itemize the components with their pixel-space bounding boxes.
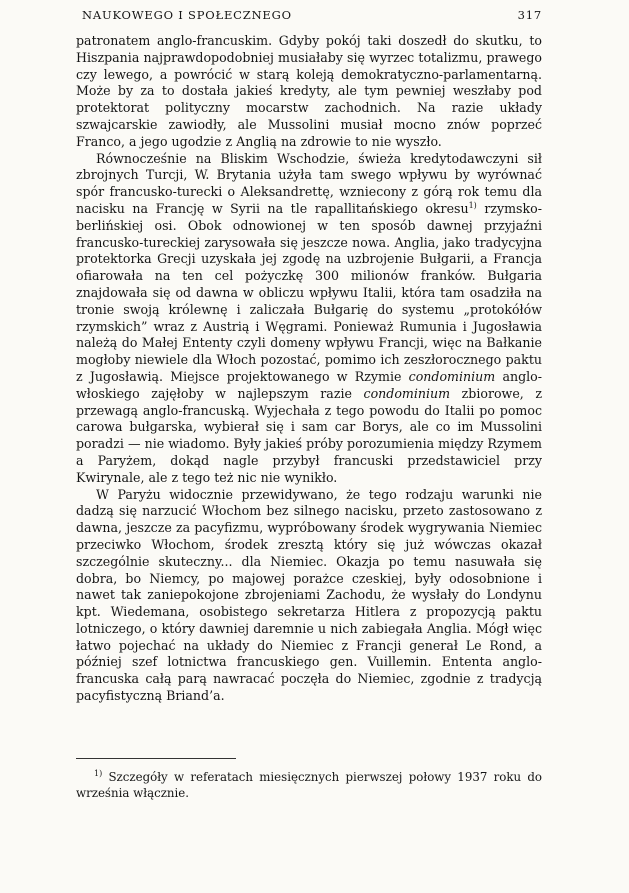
footnote-divider	[76, 758, 236, 759]
main-text	[76, 33, 542, 705]
paragraph-2	[76, 151, 542, 487]
paragraph-2-part-b: rzymsko-berlińskiej osi. Obok odnowionej w ten sposób dawnej przyjaźni francusko-tureckiej zarysowała się jeszcze nowa. Anglia, jako tradycyjna protektorka Grecji uzyskała jej zgodę na uzbrojenie Bułgarii, a Francja ofiarowała na ten cel pożyczkę 300 milionów franków. Bułgaria znajdowała się od dawna w obliczu wpływu Italii, która tam osadziła na tronie swoją królewnę i zaliczała Bułgarię do systemu „protokółów rzymskich” wraz z Austrią i Węgrami. Ponieważ Rumunia i Jugosławia należą do Małej Ententy czyli domeny wpływu Francji, więc na Bałkanie mogłoby niewiele dla Włoch pozostać, pomimo ich zeszłorocznego paktu z Jugosławią. Miejsce projektowanego w Rzymie	[76, 200, 542, 384]
paragraph-2-part-a: Równocześnie na Bliskim Wschodzie, świeża kredytodawczyni sił zbrojnych Turcji, W. Brytania użyła tam swego wpływu by wyrównać spór francusko-turecki o Aleksandrettę, wzniecony z górą rok temu dla nacisku na Francję w Syrii na tle rapallitańskiego okresu	[76, 150, 542, 216]
footnote-reference: 1)	[468, 200, 477, 210]
footnote-text: Szczegóły w referatach miesięcznych pierwszej połowy 1937 roku do września włącznie.	[76, 770, 542, 800]
paragraph-2-part-c: anglo-włoskiego zajęłoby w najlepszym razie	[76, 368, 542, 401]
running-header	[82, 8, 542, 22]
page-number: 317	[517, 8, 542, 22]
footnote	[76, 770, 542, 801]
running-title: NAUKOWEGO I SPOŁECZNEGO	[82, 8, 292, 22]
paragraph-2-part-d: zbiorowe, z przewagą anglo-francuską. Wyjechała z tego powodu do Italii po pomoc carowa bułgarska, wybierał się i sam car Borys, ale co im Mussolini poradzi — nie wiadomo. Były jakieś próby porozumienia między Rzymem a Paryżem, dokąd nagle przybył francuski przedstawiciel przy Kwirynale, ale z tego też nic nie wynikło.	[76, 385, 542, 485]
italic-term-condominium-1: condominium	[408, 368, 496, 384]
paragraph-3: W Paryżu widocznie przewidywano, że tego rodzaju warunki nie dadzą się narzucić Włochom bez silnego nacisku, przeto zastosowano z dawna, jeszcze za pacyfizmu, wypróbowany środek wygrywania Niemiec przeciwko Włochom, środek zresztą który się już wówczas okazał szczególnie skuteczny... dla Niemiec. Okazja po temu nasuwała się dobra, bo Niemcy, po majowej porażce czeskiej, były odosobnione i nawet tak zaniepokojone zbrojeniami Zachodu, że wysłały do Londynu kpt. Wiedemana, osobistego sekretarza Hitlera z propozycją paktu lotniczego, o który dawniej daremnie u nich zabiegała Anglia. Mógł więc łatwo pojechać na układy do Niemiec z Francji generał Le Rond, a później szef lotnictwa francuskiego gen. Vuillemin. Ententa anglo-francuska całą parą nawracać poczęła do Niemiec, zgodnie z tradycją pacyfistyczną Briand’a.	[76, 486, 542, 704]
paragraph-1: patronatem anglo-francuskim. Gdyby pokój taki doszedł do skutku, to Hiszpania najprawdopodobniej musiałaby się wyrzec totalizmu, prawego czy lewego, a powrócić w starą koleją demokratyczno-parlamentarną. Może by za to dostała jakieś kredyty, ale tym pewniej weszłaby pod protektorat polityczny mocarstw zachodnich. Na razie układy szwajcarskie zawiodły, ale Mussolini musiał mocno znów poprzeć Franco, a jego ugodzie z Anglią na zdrowie to nie wyszło.	[76, 33, 542, 149]
italic-term-condominium-2: condominium	[363, 385, 451, 401]
footnote-marker: 1)	[94, 769, 103, 779]
